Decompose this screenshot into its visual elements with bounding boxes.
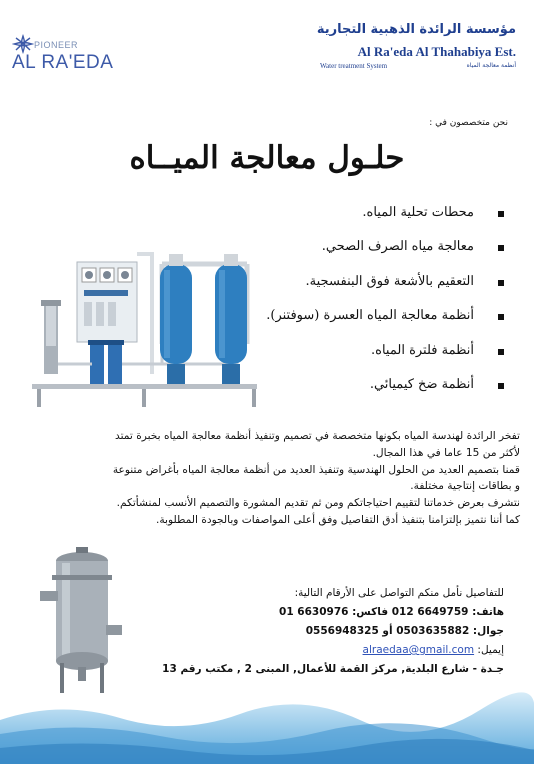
list-item — [274, 377, 504, 411]
email-label: إيميل: — [477, 644, 504, 656]
paragraph-line: و بطاقات إنتاجية مختلفة. — [410, 480, 520, 493]
subtitle-arabic: أنظمة معالجة المياه — [466, 62, 516, 69]
bullet-square-icon — [498, 314, 504, 320]
list-item-text: محطات تحلية المياه. — [362, 205, 474, 220]
contact-intro: للتفاصيل نأمل منكم التواصل على الأرقام التالية: — [294, 587, 504, 599]
phone-fax: هاتف: 6649759 012 فاكس: 6630976 01 — [279, 606, 504, 618]
services-list — [266, 205, 504, 411]
list-item — [274, 343, 504, 377]
logo-name: AL RA'EDA — [12, 52, 114, 73]
list-item-text: معالجة مياه الصرف الصحي. — [321, 239, 474, 255]
subtitle-english: Water treatment System — [320, 62, 388, 70]
logo-tagline: PIONEER — [34, 40, 79, 50]
water-wave-decoration — [0, 690, 534, 764]
list-item-text: أنظمة ضخ كيميائي. — [369, 376, 474, 392]
email-line — [162, 641, 504, 660]
company-name-arabic: مؤسسة الرائدة الذهبية التجارية — [316, 22, 516, 37]
bullet-square-icon — [498, 383, 504, 389]
paragraph-line: نتشرف بعرض خدماتنا لتقييم احتياجاتكم ومن ثم تقديم المشورة والتصميم الأنسب لمنشأتكم. — [116, 497, 520, 510]
bullet-square-icon — [498, 349, 504, 355]
mobile-numbers: جوال: 0503635882 أو 0556948325 — [305, 625, 504, 637]
company-logo — [12, 32, 132, 80]
bullet-square-icon — [498, 245, 504, 251]
list-item — [266, 308, 504, 342]
contact-section — [162, 584, 504, 679]
paragraph-line: لأكثر من 15 عاما في هذا المجال. — [372, 446, 520, 459]
bullet-square-icon — [498, 211, 504, 217]
flower-logo-icon — [12, 34, 34, 54]
list-item — [274, 239, 504, 273]
bag-filter-image — [40, 545, 122, 695]
water-treatment-plant-image — [12, 244, 262, 414]
intro-text: نحن متخصصون في : — [429, 118, 508, 128]
list-item — [274, 274, 504, 308]
list-item-text: أنظمة معالجة المياه العسرة (سوفتنر). — [266, 308, 474, 324]
page-title: حلـول معالجة الميــاه — [129, 140, 405, 176]
company-name-english: Al Ra'eda Al Thahabiya Est. — [357, 44, 516, 59]
list-item — [274, 205, 504, 239]
address: جـدة - شارع البلدية, مركز القمة للأعمال, المبنى 2 , مكتب رقم 13 — [162, 663, 504, 675]
about-paragraph — [8, 428, 520, 529]
list-item-text: التعقيم بالأشعة فوق البنفسجية. — [305, 273, 474, 289]
paragraph-line: قمنا بتصميم العديد من الحلول الهندسية وتنفيذ العديد من أنظمة معالجة المياه بأغراض متنوعة — [112, 463, 520, 476]
email-link[interactable]: alraedaa@gmail.com — [362, 644, 475, 656]
paragraph-line: كما أننا نتميز بإلتزامنا بتنفيذ أدق التفاصيل وفق أعلى المواصفات وبالجودة المطلوبة. — [155, 513, 520, 526]
list-item-text: أنظمة فلترة المياه. — [371, 342, 474, 358]
bullet-square-icon — [498, 280, 504, 286]
paragraph-line: تفخر الرائدة لهندسة المياه بكونها متخصصة في تصميم وتنفيذ أنظمة معالجة المياه بخبرة تمتد — [115, 430, 520, 442]
